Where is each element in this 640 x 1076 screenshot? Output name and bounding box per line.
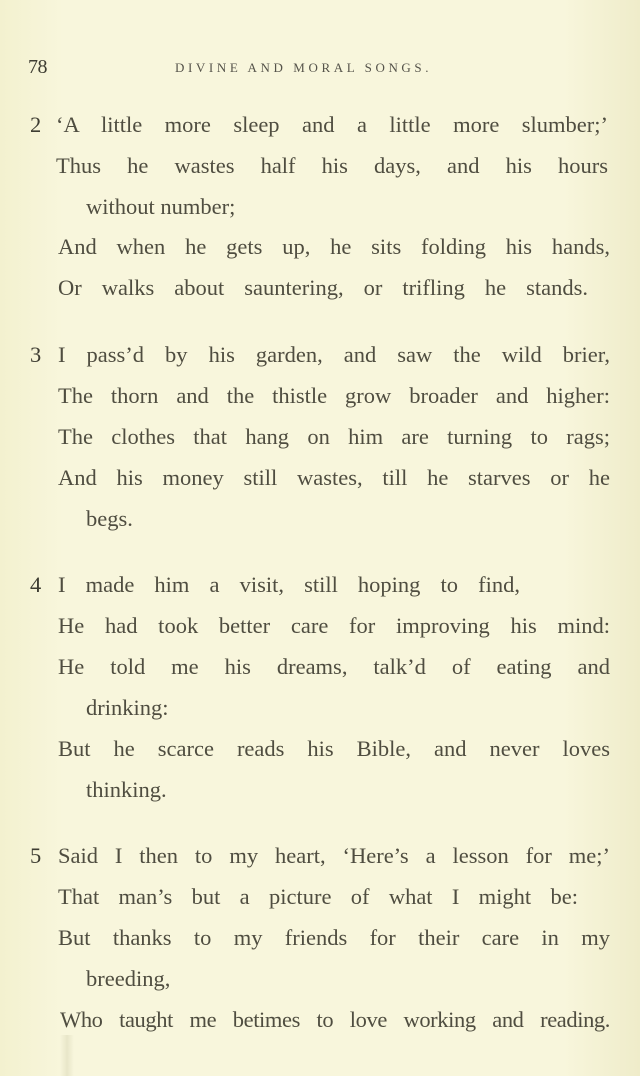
scan-shadow <box>60 1035 74 1076</box>
verse-line: ‘A little more sleep and a little more slumber;’ <box>56 112 608 137</box>
verse-line: And when he gets up, he sits folding his hands, <box>58 234 610 259</box>
verse-line: thinking. <box>86 777 167 802</box>
verse-line: Who taught me betimes to love working and reading. <box>60 1007 610 1032</box>
verse-line: I pass’d by his garden, and saw the wild brier, <box>58 342 610 367</box>
verse-line: But thanks to my friends for their care in my <box>58 925 610 950</box>
page-number: 78 <box>28 56 47 78</box>
verse-line: The clothes that hang on him are turning to rags; <box>58 424 610 449</box>
verse-line: breeding, <box>86 966 171 991</box>
verse-line: Said I then to my heart, ‘Here’s a lesson for me;’ <box>58 843 610 868</box>
verse-line: But he scarce reads his Bible, and never loves <box>58 736 610 761</box>
running-title: DIVINE AND MORAL SONGS. <box>175 60 433 75</box>
verse-line: without number; <box>86 194 236 219</box>
verse-line: drinking: <box>86 695 169 720</box>
stanza-number: 2 <box>30 112 42 137</box>
verse-line: Or walks about sauntering, or trifling he stands. <box>58 275 588 300</box>
stanza-number: 4 <box>30 572 42 597</box>
verse-line: Thus he wastes half his days, and his hours <box>56 153 608 178</box>
verse-line: He had took better care for improving his mind: <box>58 613 610 638</box>
verse-line: The thorn and the thistle grow broader and higher: <box>58 383 610 408</box>
stanza-number: 3 <box>30 342 42 367</box>
stanza-number: 5 <box>30 843 42 868</box>
verse-line: That man’s but a picture of what I might be: <box>58 884 578 909</box>
verse-line: And his money still wastes, till he starves or he <box>58 465 610 490</box>
verse-line: He told me his dreams, talk’d of eating and <box>58 654 610 679</box>
page-header <box>0 56 640 80</box>
verse-line: begs. <box>86 506 133 531</box>
verse-line: I made him a visit, still hoping to find, <box>58 572 520 597</box>
